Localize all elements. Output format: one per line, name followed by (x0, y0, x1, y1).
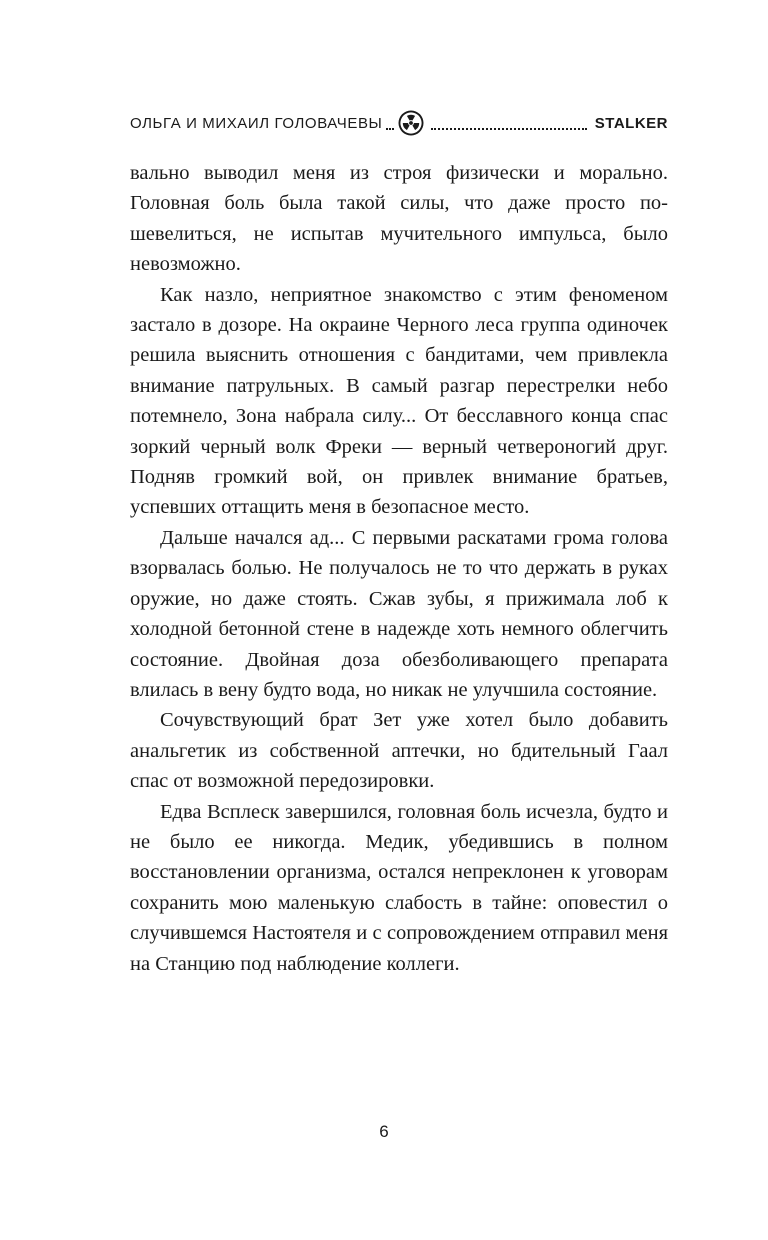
paragraph-4: Сочувствующий брат Зет уже хотел было добавить анальгетик из собственной аптечки, но бдительный Гаал спас от возможной передозировки. (130, 709, 668, 793)
page-body (130, 158, 668, 979)
header-dotted-leader-right (431, 120, 586, 130)
paragraph-5: Едва Всплеск завершился, головная боль исчезла, будто и не было ее никогда. Медик, убедившись в полном восстановлении организма, остался непреклонен к уговорам сохранить мою маленькую слабость в тайне: оповестил о случившемся Настоятеля и с сопровождением отправил меня на Станцию под наблюдение коллеги. (130, 800, 668, 975)
header-series-title: STALKER (594, 114, 668, 132)
page-number: 6 (379, 1122, 389, 1141)
paragraph-1: вально выводил меня из строя физически и морально. Головная боль была такой силы, что даже просто пошевелиться, не испытав мучительного импульса, было невозможно. (130, 162, 668, 276)
paragraph-3: Дальше начался ад... С первыми раскатами грома голова взорвалась болью. Не получалось не то что держать в руках оружие, но даже стоять. Сжав зубы, я прижимала лоб к холодной бетонной стене в надежде хоть немного облегчить состояние. Двойная доза обезболивающего препарата влилась в вену будто вода, но никак не улучшила состояние. (130, 526, 668, 701)
header-dotted-leader-left (386, 120, 394, 130)
radiation-hazard-icon (397, 109, 425, 137)
header-author: ОЛЬГА И МИХАИЛ ГОЛОВАЧЕВЫ (130, 114, 383, 132)
running-header (130, 110, 668, 136)
paragraph-2: Как назло, неприятное знакомство с этим феноменом застало в дозоре. На окраине Черного леса группа одиночек решила выяснить отношения с бандитами, чем привлекла внимание патрульных. В самый разгар перестрелки небо потемнело, Зона набрала силу... От бесславного конца спас зоркий черный волк Фреки — верный четвероногий друг. Подняв громкий вой, он привлек внимание братьев, успевших оттащить меня в безопасное место. (130, 283, 668, 519)
